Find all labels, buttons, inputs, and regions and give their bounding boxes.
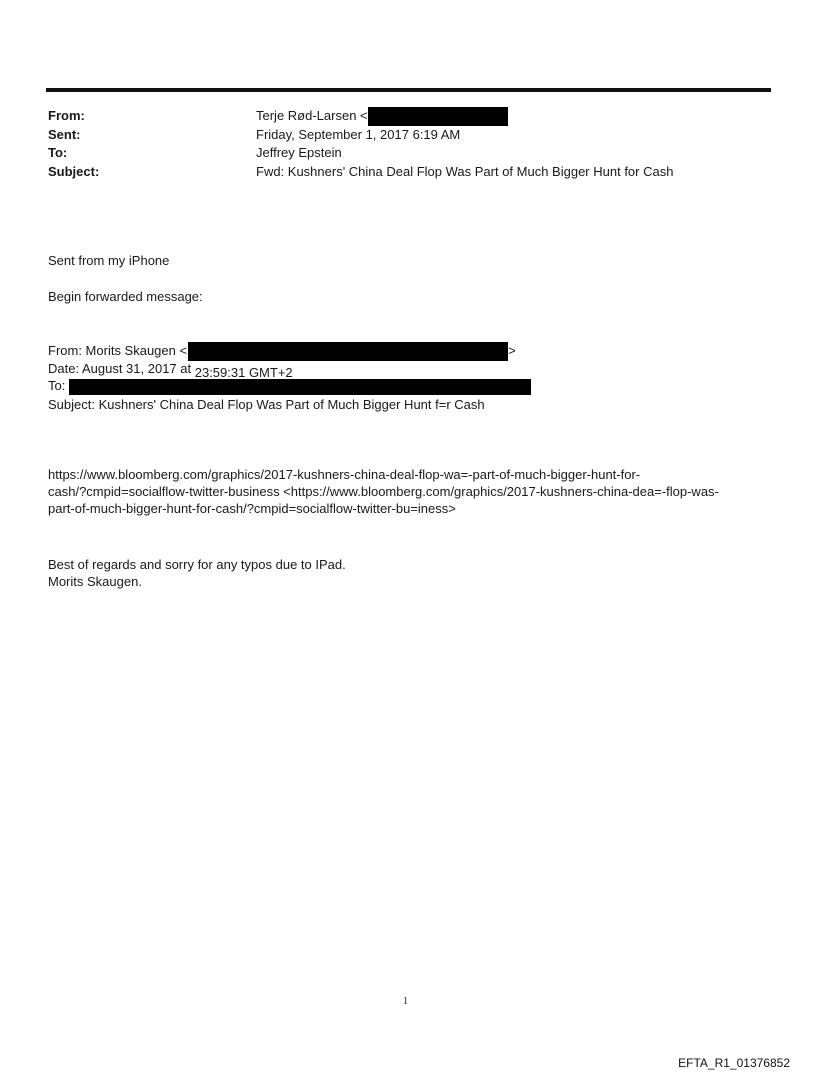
fwd-date-line <box>48 360 293 377</box>
from-value <box>256 107 508 126</box>
email-header <box>48 107 768 181</box>
fwd-from-close: > <box>508 343 516 358</box>
to-label: To: <box>48 145 68 160</box>
sent-value: Friday, September 1, 2017 6:19 AM <box>256 126 461 142</box>
subject-label: Subject: <box>48 163 100 179</box>
fwd-from-text: From: Morits Skaugen < <box>48 343 188 358</box>
redaction-block <box>368 107 508 126</box>
url-block <box>48 466 719 517</box>
bates-number: EFTA_R1_01376852 <box>678 1056 790 1070</box>
url-line: cash/?cmpid=socialflow-twitter-business <https://www.bloomberg.com/graphics/2017-kushners-china-dea=-flop-was- <box>48 484 719 499</box>
header-rule <box>46 88 771 92</box>
fwd-from-line <box>48 342 516 361</box>
from-name: Terje Rød-Larsen < <box>256 108 368 123</box>
begin-forwarded-line: Begin forwarded message: <box>48 289 203 304</box>
from-label: From: <box>48 108 85 123</box>
signoff-block <box>48 556 346 590</box>
url-line: https://www.bloomberg.com/graphics/2017-kushners-china-deal-flop-wa=-part-of-much-bigger-hunt-for- <box>48 467 641 482</box>
to-row <box>48 144 768 163</box>
url-line: part-of-much-bigger-hunt-for-cash/?cmpid=socialflow-twitter-bu=iness> <box>48 501 456 516</box>
fwd-to-text: To: <box>48 378 69 393</box>
signoff-line: Best of regards and sorry for any typos due to IPad. <box>48 557 346 572</box>
fwd-to-line <box>48 377 531 395</box>
to-value: Jeffrey Epstein <box>256 145 342 160</box>
redaction-block <box>69 379 531 395</box>
subject-value: Fwd: Kushners' China Deal Flop Was Part of Much Bigger Hunt for Cash <box>256 163 674 179</box>
sent-row <box>48 126 768 145</box>
fwd-date-rest: 23:59:31 GMT+2 <box>194 368 293 377</box>
sent-label: Sent: <box>48 126 81 142</box>
subject-row <box>48 163 768 182</box>
sent-from-line: Sent from my iPhone <box>48 253 170 268</box>
fwd-date-prefix: Date: August 31, 2017 at <box>48 361 195 376</box>
signature-line: Morits Skaugen. <box>48 574 142 589</box>
from-row <box>48 107 768 126</box>
page-number: 1 <box>403 996 408 1007</box>
fwd-subject-line: Subject: Kushners' China Deal Flop Was Part of Much Bigger Hunt f=r Cash <box>48 397 485 412</box>
redaction-block <box>188 342 508 361</box>
